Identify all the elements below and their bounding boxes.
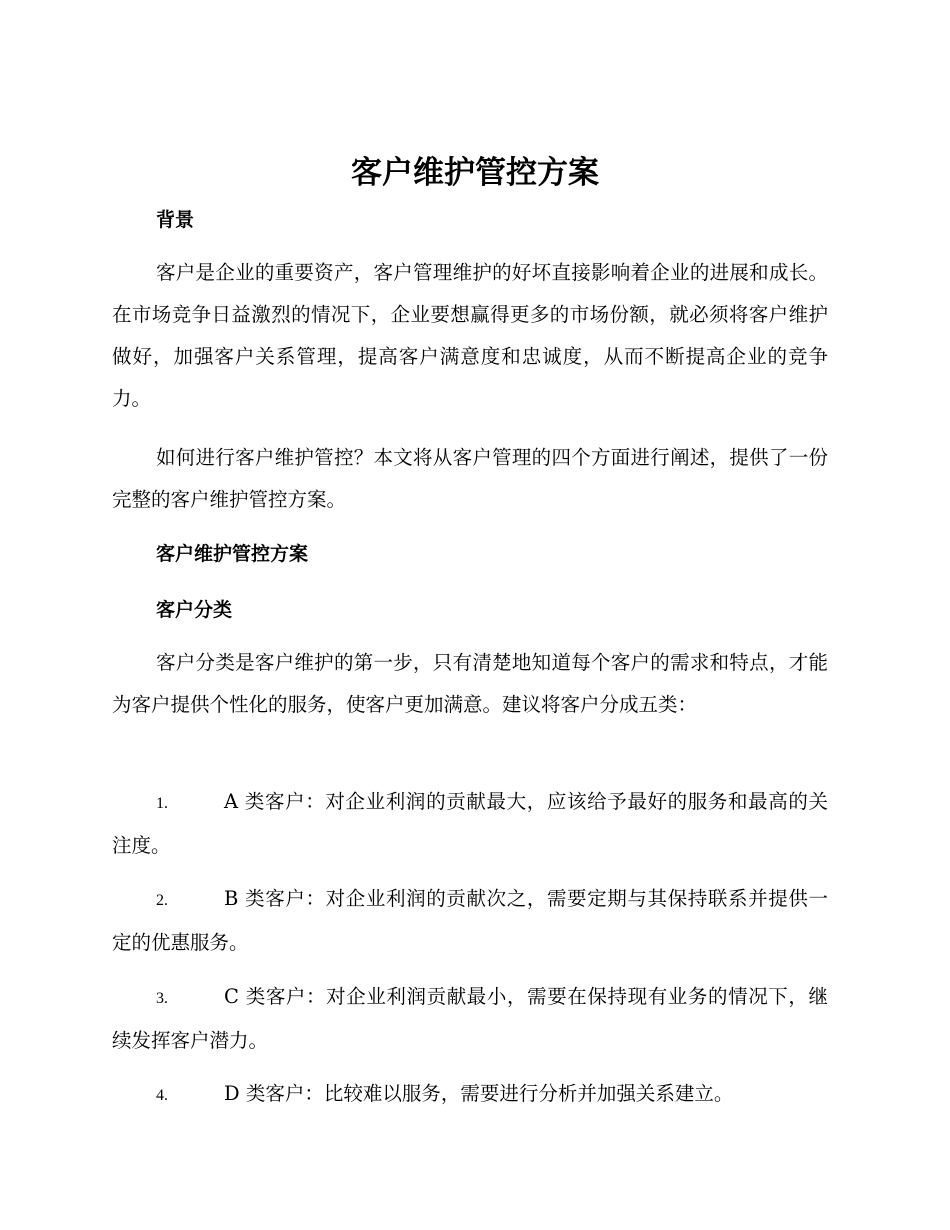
list-item: [112, 878, 828, 964]
list-item-text: D 类客户：比较难以服务，需要进行分析并加强关系建立。: [224, 1082, 734, 1105]
paragraph-classify: 客户分类是客户维护的第一步，只有清楚地知道每个客户的需求和特点，才能为客户提供个性化的服务，使客户更加满意。建议将客户分成五类：: [112, 651, 828, 716]
list-number: 3.: [156, 990, 168, 1007]
paragraph-background-1: 客户是企业的重要资产，客户管理维护的好坏直接影响着企业的进展和成长。在市场竞争日益激烈的情况下，企业要想赢得更多的市场份额，就必须将客户维护做好，加强客户关系管理，提高客户满意度和忠诚度，从而不断提高企业的竞争力。: [112, 261, 828, 410]
list-item-text: B 类客户：对企业利润的贡献次之，需要定期与其保持联系并提供一定的优惠服务。: [112, 887, 828, 954]
paragraph-background-2: 如何进行客户维护管控？本文将从客户管理的四个方面进行阐述，提供了一份完整的客户维护管控方案。: [112, 446, 828, 511]
list-item-text: A 类客户：对企业利润的贡献最大，应该给予最好的服务和最高的关注度。: [112, 790, 828, 857]
list-item-text: C 类客户：对企业利润贡献最小，需要在保持现有业务的情况下，继续发挥客户潜力。: [112, 985, 828, 1052]
list-item: [112, 781, 828, 867]
list-number: 4.: [156, 1087, 168, 1104]
section-heading-background: 背景: [156, 209, 195, 231]
section-heading-classify: 客户分类: [156, 599, 233, 621]
list-item: [112, 1073, 828, 1117]
list-item: [112, 976, 828, 1062]
list-number: 1.: [156, 795, 168, 812]
list-number: 2.: [156, 892, 168, 909]
section-heading-plan: 客户维护管控方案: [156, 543, 309, 565]
document-title: 客户维护管控方案: [351, 155, 599, 191]
